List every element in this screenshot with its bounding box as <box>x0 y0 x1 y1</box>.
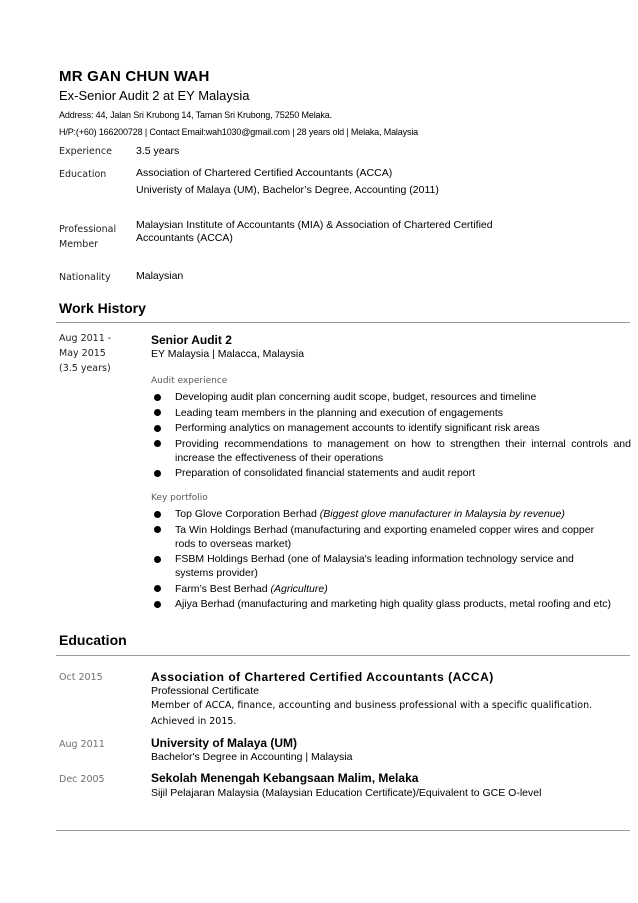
nationality-label: Nationality <box>59 272 111 283</box>
edu-title-smk: Sekolah Menengah Kebangsaan Malim, Melaka <box>151 771 419 785</box>
list-item: Performing analytics on management accounts to identify significant risk areas <box>151 421 631 435</box>
edu-title-acca: Association of Chartered Certified Accountants (ACCA) <box>151 670 494 684</box>
candidate-contact: H/P:(+60) 166200728 | Contact Email:wah1030@gmail.com | 28 years old | Melaka, Malaysia <box>59 127 419 137</box>
member-label: Member <box>59 239 99 250</box>
bullet-icon <box>154 440 161 447</box>
work-history-heading: Work History <box>59 300 146 316</box>
bullet-icon <box>154 556 161 563</box>
list-item: Ta Win Holdings Berhad (manufacturing and exporting enameled copper wires and copper rods to overseas market) <box>151 523 611 551</box>
edu-subtitle-acca: Professional Certificate <box>151 685 259 697</box>
bullet-icon <box>154 409 161 416</box>
edu-date-acca: Oct 2015 <box>59 672 103 683</box>
bullet-icon <box>154 601 161 608</box>
edu-date-smk: Dec 2005 <box>59 774 105 785</box>
edu-desc-line: Achieved in 2015. <box>151 716 237 727</box>
professional-label: Professional <box>59 224 117 235</box>
job-company: EY Malaysia | Malacca, Malaysia <box>151 348 305 360</box>
bullet-icon <box>154 526 161 533</box>
list-item: Leading team members in the planning and execution of engagements <box>151 406 631 420</box>
list-item: Developing audit plan concerning audit scope, budget, resources and timeline <box>151 390 631 404</box>
candidate-name: MR GAN CHUN WAH <box>59 68 210 85</box>
education-label: Education <box>59 169 107 180</box>
job-title: Senior Audit 2 <box>151 333 232 347</box>
list-item: FSBM Holdings Berhad (one of Malaysia's leading information technology service and systems provider) <box>151 552 611 580</box>
list-item: Farm’s Best Berhad (Agriculture) <box>151 582 611 596</box>
education-divider <box>56 655 630 656</box>
list-item: Preparation of consolidated financial statements and audit report <box>151 466 631 480</box>
edu-desc-acca <box>151 698 621 730</box>
list-item: Ajiya Berhad (manufacturing and marketing high quality glass products, metal roofing and etc) <box>151 597 611 611</box>
edu-subtitle-smk: Sijil Pelajaran Malaysia (Malaysian Education Certificate)/Equivalent to GCE O-level <box>151 787 542 799</box>
list-item: Providing recommendations to management on how to strengthen their internal controls and increase the effectiveness of their operations <box>151 437 631 465</box>
work-duration: (3.5 years) <box>59 363 111 374</box>
edu-date-um: Aug 2011 <box>59 739 105 750</box>
professional-value-2: Accountants (ACCA) <box>136 232 233 244</box>
education-heading: Education <box>59 632 127 648</box>
education-value-um: Univeristy of Malaya (UM), Bachelor’s Degree, Accounting (2011) <box>136 184 439 196</box>
education-value-acca: Association of Chartered Certified Accountants (ACCA) <box>136 167 393 179</box>
candidate-address: Address: 44, Jalan Sri Krubong 14, Taman Sri Krubong, 75250 Melaka. <box>59 110 332 120</box>
candidate-title: Ex-Senior Audit 2 at EY Malaysia <box>59 88 250 103</box>
key-portfolio-list <box>151 507 611 613</box>
list-item: Top Glove Corporation Berhad (Biggest glove manufacturer in Malaysia by revenue) <box>151 507 611 521</box>
work-date-start: Aug 2011 - <box>59 333 112 344</box>
work-date-end: May 2015 <box>59 348 106 359</box>
experience-value: 3.5 years <box>136 145 180 157</box>
professional-value-1: Malaysian Institute of Accountants (MIA) & Association of Chartered Certified <box>136 219 493 231</box>
footer-divider <box>56 830 630 831</box>
key-portfolio-heading: Key portfolio <box>151 493 208 503</box>
bullet-icon <box>154 425 161 432</box>
bullet-icon <box>154 511 161 518</box>
edu-desc-line: Member of ACCA, finance, accounting and business professional with a specific qualification. <box>151 700 593 711</box>
bullet-icon <box>154 585 161 592</box>
bullet-icon <box>154 470 161 477</box>
edu-title-um: University of Malaya (UM) <box>151 736 298 750</box>
work-history-divider <box>56 322 630 323</box>
nationality-value: Malaysian <box>136 270 184 282</box>
audit-experience-heading: Audit experience <box>151 376 228 386</box>
experience-label: Experience <box>59 146 112 157</box>
bullet-icon <box>154 394 161 401</box>
audit-experience-list <box>151 390 631 482</box>
edu-subtitle-um: Bachelor's Degree in Accounting | Malaysia <box>151 751 353 763</box>
